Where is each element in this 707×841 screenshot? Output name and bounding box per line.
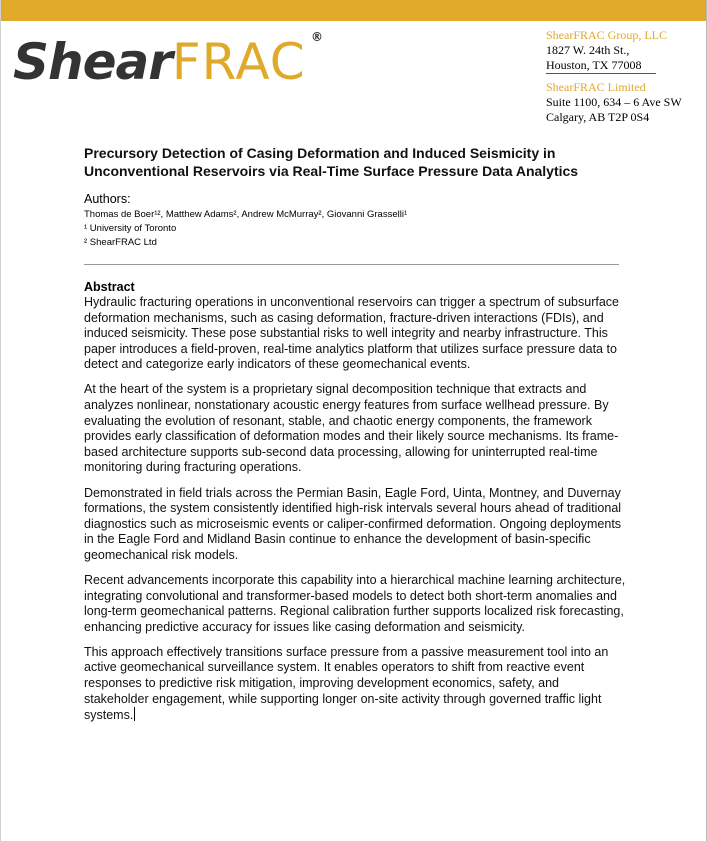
address-line: Houston, TX 77008 <box>546 58 642 72</box>
affiliation: ² ShearFRAC Ltd <box>84 237 157 248</box>
address-line: Calgary, AB T2P 0S4 <box>546 110 650 124</box>
address-divider <box>546 73 656 74</box>
abstract-paragraph: Hydraulic fracturing operations in unconventional reservoirs can trigger a spectrum of subsurface deformation mechanisms, such as casing deformation, fracture-driven interactions (FDIs), and induced seismicity. These pose substantial risks to well integrity and nearby infrastructure. This paper introduces a field-proven, real-time analytics platform that utilizes surface pressure data to detect and categorize early indicators of these geomechanical events. <box>84 295 619 372</box>
abstract-paragraph-text: This approach effectively transitions surface pressure from a passive measurement tool into an active geomechanical surveillance system. It enables operators to shift from reactive event responses to predictive risk mitigation, improving development economics, safety, and stakeholder engagement, while supporting longer on-site activity through governed traffic light systems. <box>84 644 609 723</box>
text-cursor <box>134 707 135 721</box>
affiliation: ¹ University of Toronto <box>84 223 177 234</box>
abstract-body[interactable] <box>84 295 626 733</box>
section-divider <box>84 264 619 265</box>
registered-mark: ® <box>311 30 323 44</box>
address-block-us <box>546 28 667 73</box>
author-list <box>84 208 407 250</box>
address-block-canada <box>546 80 682 125</box>
paper-title: Precursory Detection of Casing Deformation and Induced Seismicity in Unconventional Reservoirs via Real-Time Surface Pressure Data Analytics <box>84 145 579 179</box>
shearfrac-logo <box>13 30 323 91</box>
abstract-paragraph: Recent advancements incorporate this capability into a hierarchical machine learning architecture, integrating convolutional and transformer-based models to detect both short-term anomalies and long-term geomechanical patterns. Regional calibration further supports localized risk forecasting, enhancing predictive accuracy for issues like casing deformation and seismicity. <box>84 573 626 634</box>
page-left-border <box>0 0 1 841</box>
logo-text-shear: Shear <box>13 33 172 91</box>
authors-heading: Authors: <box>84 192 131 206</box>
header-accent-bar <box>0 0 707 21</box>
address-company: ShearFRAC Limited <box>546 80 646 94</box>
abstract-paragraph: Demonstrated in field trials across the Permian Basin, Eagle Ford, Uinta, Montney, and Duvernay formations, the system consistently identified high-risk intervals several hours ahead of traditional diagnostics such as microseismic events or caliper-confirmed deformation. Ongoing deployments in the Eagle Ford and Midland Basin continue to enhance the development of basin-specific geomechanical risk models. <box>84 485 622 562</box>
authors-names: Thomas de Boer¹², Matthew Adams², Andrew McMurray², Giovanni Grasselli¹ <box>84 209 408 220</box>
address-line: Suite 1100, 634 – 6 Ave SW <box>546 95 682 109</box>
address-line: 1827 W. 24th St., <box>546 43 630 57</box>
abstract-paragraph: At the heart of the system is a proprietary signal decomposition technique that extracts and analyzes nonlinear, nonstationary acoustic energy features from surface wellhead pressure. By evaluating the evolution of resonant, stable, and chaotic energy components, the framework provides early classification of deformation modes and their likely source mechanisms. Its frame-based architecture supports sub-second data processing, allowing for uninterrupted real-time monitoring during fracturing operations. <box>84 382 619 475</box>
abstract-heading: Abstract <box>84 280 135 294</box>
logo-text-frac: FRAC <box>171 33 306 91</box>
address-company: ShearFRAC Group, LLC <box>546 28 667 42</box>
abstract-paragraph-last <box>84 645 626 724</box>
